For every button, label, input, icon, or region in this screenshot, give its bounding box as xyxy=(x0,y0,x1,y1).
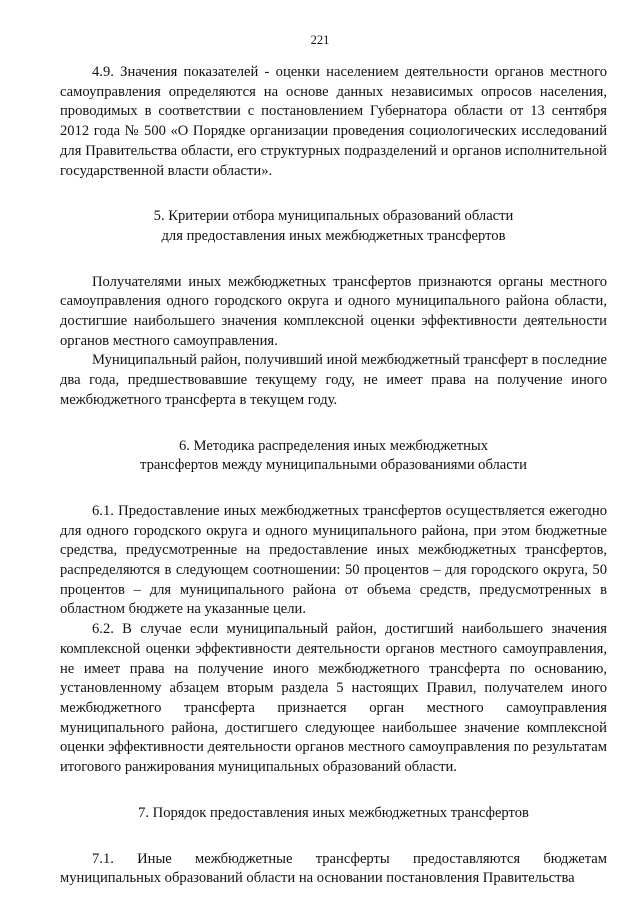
paragraph-7-1: 7.1. Иные межбюджетные трансферты предоставляются бюджетам муниципальных образований области на основании постановления Правительства xyxy=(60,850,607,887)
paragraph-6-2: 6.2. В случае если муниципальный район, достигший наибольшего значения комплексной оценки эффективности деятельности органов местного самоуправления, не имеет права на получение иного межбюджетного трансферта по основанию, установленному абзацем вторым раздела 5 настоящих Правил, получателем иного межбюджетного трансферта признается орган местного самоуправления муниципального района, достигшего следующее наибольшее значение комплексной оценки эффективности деятельности органов местного самоуправления по результатам итогового ранжирования муниципальных образований области. xyxy=(60,621,607,776)
section-7-heading: 7. Порядок предоставления иных межбюджетных трансфертов xyxy=(138,804,529,821)
paragraph-4-9: 4.9. Значения показателей - оценки населением деятельности органов местного самоуправления определяются на основе данных независимых опросов населения, проводимых в соответствии с постановлением Губернатора области от 13 сентября 2012 года № 500 «О Порядке организации проведения социологических исследований для Правительства области, его структурных подразделений и органов исполнительной государственной власти области». xyxy=(60,64,607,179)
section-5-heading-line-1: 5. Критерии отбора муниципальных образований области xyxy=(153,208,514,225)
section-5-paragraph-2: Муниципальный район, получивший иной межбюджетный трансферт в последние два года, предшествовавшие текущему году, не имеет права на получение иного межбюджетного трансферта в текущем году. xyxy=(60,352,607,408)
document-body xyxy=(60,63,607,889)
section-5-heading-line-2: для предоставления иных межбюджетных трансфертов xyxy=(161,227,506,244)
section-6-heading xyxy=(60,437,607,476)
section-5-heading xyxy=(60,207,607,246)
page-number: 221 xyxy=(310,33,330,47)
section-6-heading-line-1: 6. Методика распределения иных межбюджетных xyxy=(178,437,489,454)
paragraph-6-1: 6.1. Предоставление иных межбюджетных трансфертов осуществляется ежегодно для одного городского округа и одного муниципального района, при этом бюджетные средства, предусмотренные на предоставление иных межбюджетных трансфертов, распределяются в следующем соотношении: 50 процентов – для городского округа, 50 процентов – для муниципального района от объема средств, предусмотренных в областном бюджете на указанные цели. xyxy=(60,502,607,618)
section-6-heading-line-2: трансфертов между муниципальными образованиями области xyxy=(140,457,527,474)
section-5-paragraph-1: Получателями иных межбюджетных трансфертов признаются органы местного самоуправления одного городского округа и одного муниципального района области, достигшие наибольшего значения комплексной оценки эффективности деятельности органов местного самоуправления. xyxy=(60,273,607,349)
